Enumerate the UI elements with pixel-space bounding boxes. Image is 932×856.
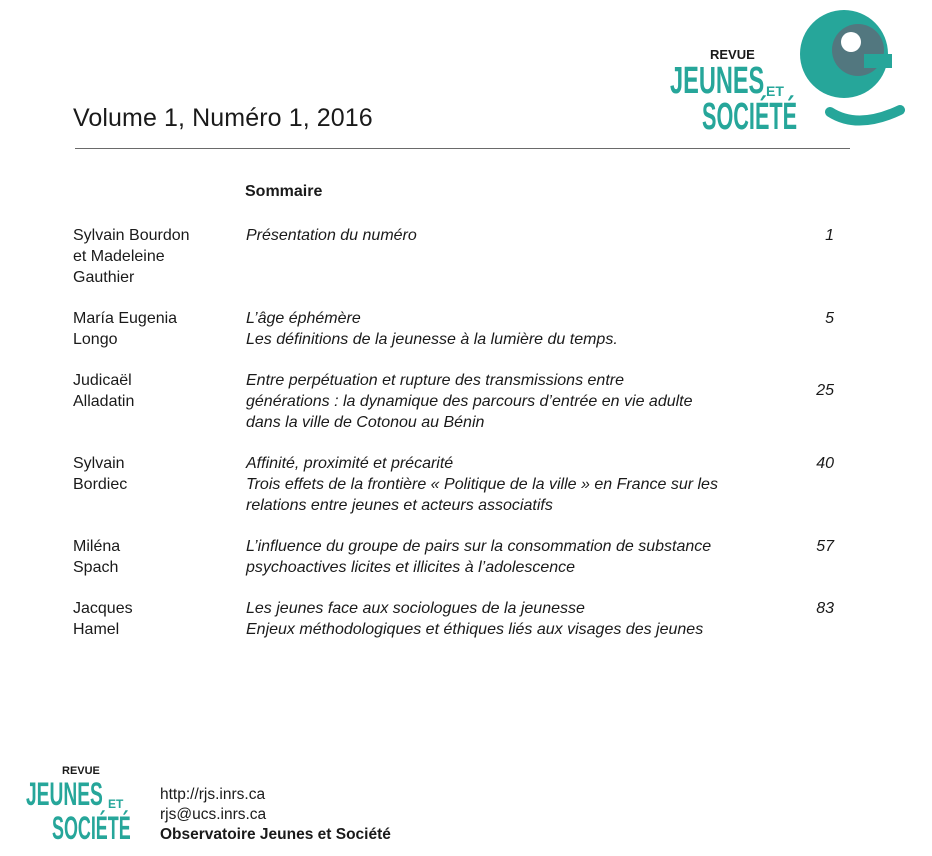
toc-title-line: relations entre jeunes et acteurs associatifs [246,497,553,514]
toc-title-line: Présentation du numéro [246,227,417,244]
toc-title-line: L’influence du groupe de pairs sur la consommation de substance [246,538,712,555]
toc-author: María Eugenia Longo [73,310,178,348]
sommaire-heading: Sommaire [245,183,323,200]
toc-title-line: L’âge éphémère [246,310,361,327]
toc-title[interactable] [246,536,756,578]
footer-logo-et: ET [108,797,124,811]
logo-revue: REVUE [710,47,755,62]
footer-url-link[interactable]: http://rjs.inrs.ca [160,786,266,803]
toc-author: Jacques Hamel [73,600,133,638]
toc-author: Miléna Spach [73,538,121,576]
footer-logo-revue: REVUE [62,765,100,777]
toc-title-line: Trois effets de la frontière « Politique de la ville » en France sur les [246,476,718,493]
toc-page-number: 25 [816,382,834,399]
toc-title-line: Enjeux méthodologiques et éthiques liés aux visages des jeunes [246,621,704,638]
footer-contact [160,785,391,845]
logo-et: ET [766,83,784,99]
toc-author: Sylvain Bourdon et Madeleine Gauthier [73,227,190,286]
toc-title-line: Les définitions de la jeunesse à la lumière du temps. [246,331,618,348]
logo-societe: SOCIÉTÉ [702,96,798,138]
toc-title-line: Affinité, proximité et précarité [246,455,454,472]
footer-logo-jeunes: JEUNES [26,776,103,812]
toc-title[interactable] [246,598,756,640]
toc-author: Judicaël Alladatin [73,372,135,410]
footer-organization: Observatoire Jeunes et Société [160,826,391,843]
toc-page-number: 83 [816,600,834,617]
toc-page-number: 57 [816,538,834,555]
footer-logo-societe: SOCIÉTÉ [52,810,131,846]
toc-title-line: psychoactives licites et illicites à l’adolescence [246,559,576,576]
toc-title[interactable] [246,453,756,516]
volume-title: Volume 1, Numéro 1, 2016 [73,104,373,132]
toc-page-number: 5 [825,310,834,327]
toc-title-line: générations : la dynamique des parcours d’entrée en vie adulte [246,393,693,410]
toc-author: Sylvain Bordiec [73,455,128,493]
footer-logo [26,766,150,846]
toc-title-line: Les jeunes face aux sociologues de la jeunesse [246,600,585,617]
toc-page-number: 40 [816,455,834,472]
logo-jeunes: JEUNES [670,60,765,102]
footer-email-link[interactable]: rjs@ucs.inrs.ca [160,806,267,823]
toc-title-line: Entre perpétuation et rupture des transmissions entre [246,372,624,389]
toc-page-number: 1 [825,227,834,244]
toc-title-line: dans la ville de Cotonou au Bénin [246,414,485,431]
toc-title[interactable] [246,370,756,433]
toc-title[interactable] [246,308,756,350]
journal-logo [668,6,908,138]
toc-title[interactable] [246,225,756,246]
header-divider [75,148,850,149]
